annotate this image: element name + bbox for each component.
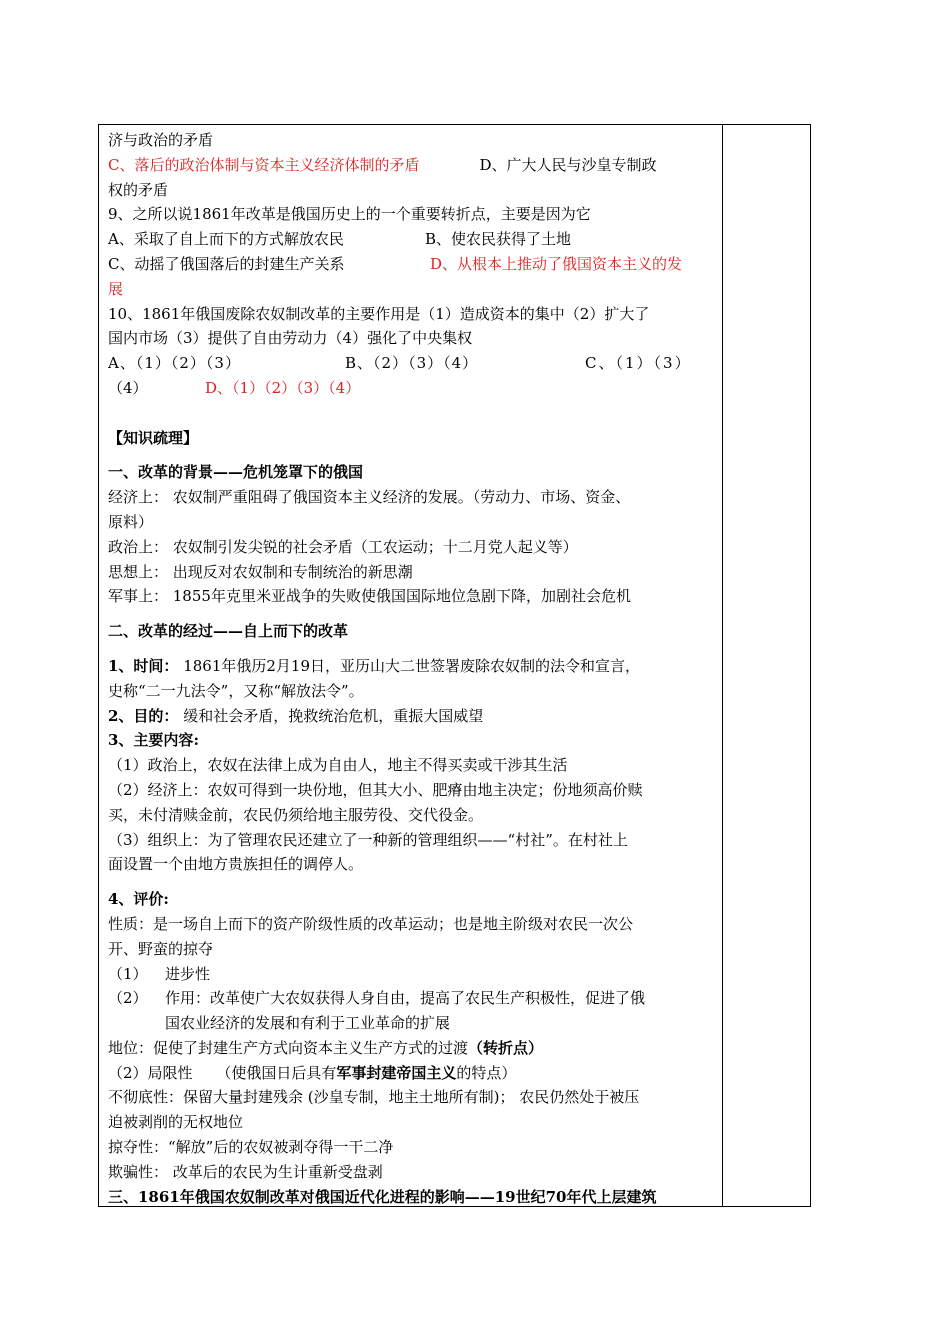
q9-option-b: B、使农民获得了土地	[425, 230, 572, 249]
q10-options-2	[108, 376, 720, 401]
background-economy: 经济上： 农奴制严重阻碍了俄国资本主义经济的发展。（劳动力、市场、资金、	[108, 488, 631, 507]
q10-options	[108, 351, 720, 376]
q9-option-c: C、动摇了俄国落后的封建生产关系	[108, 254, 345, 273]
evaluation-nature-cont: 开、野蛮的掠夺	[108, 939, 214, 958]
status: 地位：促使了封建生产方式向资本主义生产方式的过渡（转折点）	[108, 1038, 544, 1057]
content-organization: （3）组织上：为了管理农民还建立了一种新的管理组织——“村社”。在村社上	[108, 830, 628, 849]
section3-title: 三、1861年俄国农奴制改革对俄国近代化进程的影响——19世纪70年代上层建筑	[108, 1187, 657, 1206]
section1-title: 一、改革的背景——危机笼罩下的俄国	[108, 463, 364, 482]
q8-option-d: D、广大人民与沙皇专制政	[479, 155, 657, 174]
reform-time: 1、时间： 1861年俄历2月19日，亚历山大二世签署废除农奴制的法令和宣言，	[108, 656, 641, 675]
q9-option-d-cont: 展	[108, 279, 124, 298]
background-politics: 政治上： 农奴制引发尖锐的社会矛盾（工农运动；十二月党人起义等）	[108, 537, 578, 556]
reform-content-label: 3、主要内容:	[108, 731, 199, 750]
document-body	[108, 128, 720, 1209]
evaluation-label: 4、评价:	[108, 890, 169, 909]
q10-option-a: A、（1）（2）（3）	[108, 354, 241, 373]
incompleteness: 不彻底性：保留大量封建残余 (沙皇专制，地主土地所有制)； 农民仍然处于被压	[108, 1088, 640, 1107]
q9-option-a: A、采取了自上而下的方式解放农民	[108, 230, 344, 249]
evaluation-nature: 性质：是一场自上而下的资产阶级性质的改革运动；也是地主阶级对农民一次公	[108, 914, 634, 933]
q9-stem: 9、之所以说1861年改革是俄国历史上的一个重要转折点，主要是因为它	[108, 205, 591, 224]
role-cont: 国农业经济的发展和有利于工业革命的扩展	[165, 1014, 451, 1033]
q10-option-d: D、（1）（2）（3）（4）	[205, 378, 361, 397]
q10-option-c-cont: （4）	[108, 378, 148, 397]
content-economy-cont: 买，未付清赎金前，农民仍须给地主服劳役、交代役金。	[108, 805, 484, 824]
background-military: 军事上： 1855年克里米亚战争的失败使俄国国际地位急剧下降，加剧社会危机	[108, 587, 631, 606]
content-organization-cont: 面设置一个由地方贵族担任的调停人。	[108, 855, 364, 874]
column-divider	[722, 124, 723, 1207]
q8-option-d-cont: 权的矛盾	[108, 180, 169, 199]
progressiveness: （1） 进步性	[108, 964, 211, 983]
q9-options-cd	[108, 252, 720, 277]
plunder: 掠夺性：“解放”后的农奴被剥夺得一干二净	[108, 1138, 394, 1157]
q8-options	[108, 153, 720, 178]
limitations: （2）局限性 （使俄国日后具有军事封建帝国主义的特点）	[108, 1063, 517, 1082]
reform-time-cont: 史称“二一九法令”，又称“解放法令”。	[108, 681, 364, 700]
role: （2） 作用：改革使广大农奴获得人身自由，提高了农民生产积极性，促进了俄	[108, 989, 646, 1008]
q10-stem-1: 10、1861年俄国废除农奴制改革的主要作用是（1）造成资本的集中（2）扩大了	[108, 304, 650, 323]
deception: 欺骗性： 改革后的农民为生计重新受盘剥	[108, 1162, 383, 1181]
q8-line1: 济与政治的矛盾	[108, 131, 214, 149]
knowledge-heading: 【知识疏理】	[108, 428, 199, 447]
background-economy-cont: 原料）	[108, 512, 154, 531]
q8-option-c: C、落后的政治体制与资本主义经济体制的矛盾	[108, 155, 420, 174]
q10-stem-2: 国内市场（3）提供了自由劳动力（4）强化了中央集权	[108, 329, 473, 348]
content-politics: （1）政治上，农奴在法律上成为自由人，地主不得买卖或干涉其生活	[108, 756, 568, 775]
section2-title: 二、改革的经过——自上而下的改革	[108, 622, 349, 641]
q10-option-b: B、（2）（3）（4）	[345, 354, 479, 373]
q9-options-ab	[108, 227, 720, 252]
reform-goal: 2、目的： 缓和社会矛盾，挽救统治危机，重振大国威望	[108, 706, 484, 725]
content-economy: （2）经济上：农奴可得到一块份地，但其大小、肥瘠由地主决定；份地须高价赎	[108, 780, 643, 799]
q9-option-d: D、从根本上推动了俄国资本主义的发	[430, 254, 683, 273]
background-thought: 思想上： 出现反对农奴制和专制统治的新思潮	[108, 562, 413, 581]
q10-option-c: C、（1）（3）	[585, 354, 692, 373]
incompleteness-cont: 迫被剥削的无权地位	[108, 1113, 244, 1132]
